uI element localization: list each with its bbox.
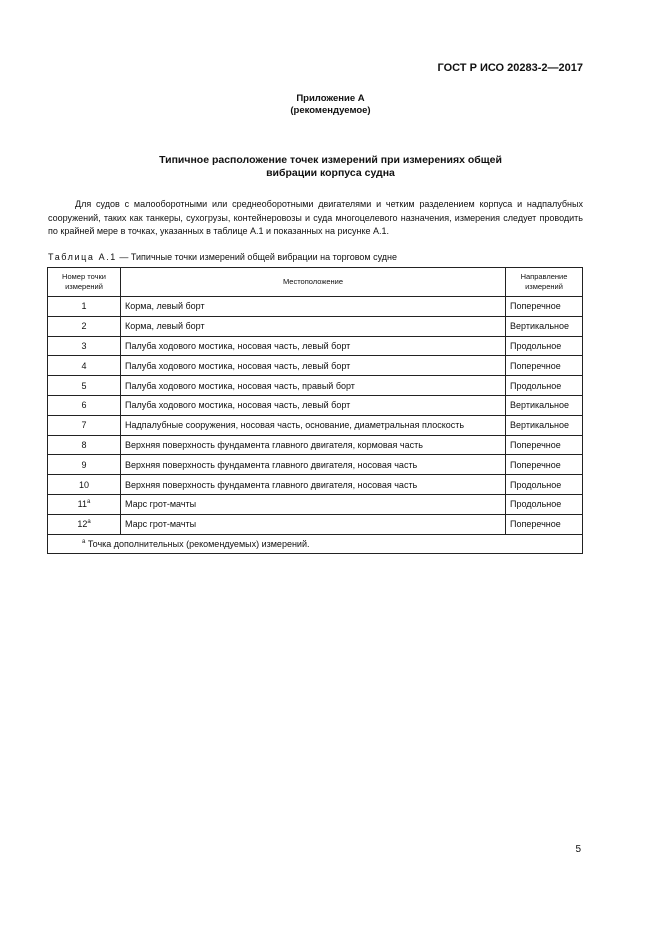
cell-point-number [48, 316, 121, 336]
footnote-text: Точка дополнительных (рекомендуемых) измерений. [85, 538, 310, 549]
point-number: 12 [77, 519, 88, 530]
cell-location: Палуба ходового мостика, носовая часть, левый борт [121, 336, 506, 356]
cell-location: Корма, левый борт [121, 316, 506, 336]
table-header-row [48, 268, 583, 297]
cell-point-number [48, 435, 121, 455]
table-footnote-row [48, 534, 583, 554]
cell-location: Палуба ходового мостика, носовая часть, правый борт [121, 376, 506, 396]
point-number: 5 [81, 380, 87, 391]
point-number: 2 [81, 321, 87, 332]
point-number: 3 [81, 340, 87, 351]
table-row [48, 376, 583, 396]
table-body [48, 297, 583, 554]
table-row [48, 415, 583, 435]
body-paragraph: Для судов с малооборотными или среднеоборотными двигателями и четким разделением корпуса и надпалубных сооружений, таких как танкеры, сухогрузы, контейнеровозы и суда многоцелевого назначения, измерения следует проводить по крайней мере в точках, указанных в таблице А.1 и показанных на рисунке А.1. [48, 199, 583, 236]
cell-location: Марс грот-мачты [121, 494, 506, 514]
column-header-direction: Направление измерений [506, 268, 583, 297]
point-number: 10 [78, 479, 89, 490]
cell-point-number [48, 336, 121, 356]
page-number: 5 [575, 844, 581, 855]
section-title-line-1: Типичное расположение точек измерений при измерениях общей [159, 154, 502, 166]
cell-direction: Вертикальное [506, 415, 583, 435]
table-row [48, 395, 583, 415]
cell-direction: Продольное [506, 336, 583, 356]
cell-location: Верхняя поверхность фундамента главного двигателя, носовая часть [121, 455, 506, 475]
annex-subtitle: (рекомендуемое) [290, 105, 371, 116]
table-row [48, 316, 583, 336]
table-footnote [48, 534, 583, 554]
cell-point-number [48, 455, 121, 475]
cell-location: Верхняя поверхность фундамента главного двигателя, кормовая часть [121, 435, 506, 455]
cell-direction: Поперечное [506, 455, 583, 475]
cell-direction: Вертикальное [506, 316, 583, 336]
cell-point-number [48, 395, 121, 415]
cell-point-number [48, 514, 121, 534]
cell-point-number [48, 297, 121, 317]
cell-direction: Поперечное [506, 514, 583, 534]
cell-location: Корма, левый борт [121, 297, 506, 317]
cell-direction: Продольное [506, 494, 583, 514]
point-number: 7 [81, 420, 87, 431]
cell-direction: Продольное [506, 376, 583, 396]
cell-location: Палуба ходового мостика, носовая часть, левый борт [121, 356, 506, 376]
annex-title: Приложение А [296, 93, 365, 104]
table-row [48, 356, 583, 376]
measurement-points-table [47, 267, 583, 554]
cell-point-number [48, 376, 121, 396]
table-row [48, 475, 583, 495]
document-code: ГОСТ Р ИСО 20283-2—2017 [437, 62, 583, 74]
point-number: 11 [77, 499, 87, 510]
section-title [0, 154, 661, 180]
table-caption-text: — Типичные точки измерений общей вибрации на торговом судне [116, 252, 398, 262]
annex-heading [0, 93, 661, 117]
table-row [48, 297, 583, 317]
table-caption [48, 252, 397, 262]
footnote-marker: а [87, 499, 91, 506]
table-row [48, 336, 583, 356]
cell-direction: Продольное [506, 475, 583, 495]
point-number: 6 [81, 400, 87, 411]
point-number: 1 [81, 301, 87, 312]
cell-point-number [48, 494, 121, 514]
column-header-number: Номер точки измерений [48, 268, 121, 297]
cell-direction: Поперечное [506, 356, 583, 376]
footnote-marker: а [82, 538, 86, 545]
cell-location: Надпалубные сооружения, носовая часть, основание, диаметральная плоскость [121, 415, 506, 435]
footnote-marker: а [87, 519, 91, 526]
cell-direction: Вертикальное [506, 395, 583, 415]
cell-direction: Поперечное [506, 435, 583, 455]
cell-point-number [48, 475, 121, 495]
cell-location: Верхняя поверхность фундамента главного двигателя, носовая часть [121, 475, 506, 495]
table-row [48, 455, 583, 475]
cell-location: Марс грот-мачты [121, 514, 506, 534]
point-number: 4 [81, 360, 87, 371]
cell-direction: Поперечное [506, 297, 583, 317]
point-number: 8 [81, 439, 87, 450]
cell-location: Палуба ходового мостика, носовая часть, левый борт [121, 395, 506, 415]
point-number: 9 [81, 459, 87, 470]
cell-point-number [48, 356, 121, 376]
table-row [48, 494, 583, 514]
table-row [48, 514, 583, 534]
section-title-line-2: вибрации корпуса судна [266, 167, 395, 179]
table-row [48, 435, 583, 455]
table-caption-label: Таблица А.1 [48, 252, 117, 262]
column-header-location: Местоположение [121, 268, 506, 297]
cell-point-number [48, 415, 121, 435]
